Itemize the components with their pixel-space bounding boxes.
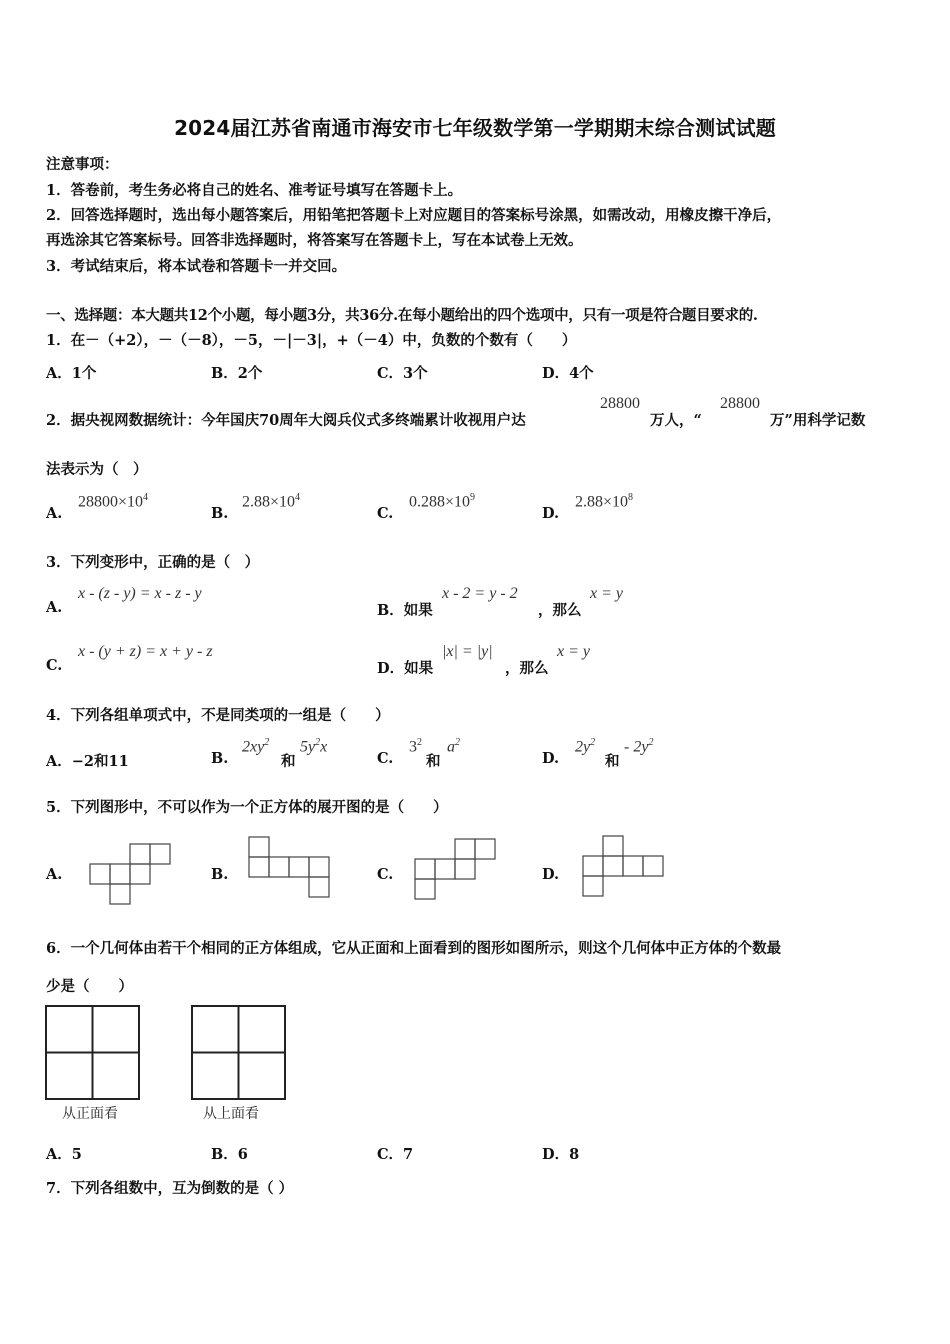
- notice-item: 3．考试结束后，将本试卷和答题卡一并交回。: [46, 258, 347, 275]
- q4-stem: 4．下列各组单项式中，不是同类项的一组是（ ）: [46, 707, 390, 724]
- q4-option-b-term1: [242, 737, 269, 756]
- q3-option-b-math2: x = y: [590, 585, 623, 602]
- q4-option-b-term1-base: 2xy: [242, 738, 265, 756]
- q3-option-a-label: A.: [46, 599, 63, 616]
- q4-option-d-term1-base: 2y: [575, 738, 591, 756]
- notice-heading: 注意事项：: [46, 156, 119, 173]
- q2-option-b-exp: 4: [295, 492, 301, 503]
- q2-stem-part2: 万人，“: [650, 412, 702, 429]
- q2-number: 28800: [600, 395, 640, 412]
- q4-option-d-term2-base: - 2y: [624, 738, 649, 756]
- notice-item: 2．回答选择题时，选出每小题答案后，用铅笔把答题卡上对应题目的答案标号涂黑，如需改动，用橡皮擦干净后，: [46, 207, 782, 224]
- q4-option-b-term2: [300, 737, 327, 756]
- q2-option-c-base: 0.288×10: [409, 493, 471, 511]
- q2-number-quoted: 28800: [720, 395, 760, 412]
- q3-stem: 3．下列变形中，正确的是（ ）: [46, 554, 260, 571]
- q4-option-c-term1-exp: 2: [417, 737, 422, 748]
- notice-item: 1．答卷前，考生务必将自己的姓名、准考证号填写在答题卡上。: [46, 182, 463, 199]
- q5-option-a-net: [88, 843, 172, 905]
- q6-front-view: [44, 1004, 142, 1102]
- q5-option-c-label: C.: [377, 866, 394, 883]
- q4-option-c-term2-exp: 2: [455, 737, 460, 748]
- q2-option-c-exp: 9: [470, 492, 476, 503]
- q3-option-b-then: ，那么: [538, 602, 582, 619]
- q6-front-caption: 从正面看: [62, 1106, 118, 1122]
- q2-option-c-label: C.: [377, 505, 394, 522]
- q5-option-c-net: [413, 838, 497, 900]
- q4-option-c-and: 和: [426, 753, 441, 770]
- q2-option-d-label: D.: [542, 505, 560, 522]
- q4-option-d-and: 和: [605, 753, 620, 770]
- q2-option-c: [409, 492, 475, 511]
- q4-option-c-term1-base: 3: [409, 738, 417, 756]
- q3-option-c-label: C.: [46, 657, 63, 674]
- q4-option-c-label: C.: [377, 750, 394, 767]
- q2-option-b-label: B.: [211, 505, 229, 522]
- q2-option-a-base: 28800×10: [78, 493, 144, 511]
- notice-item: 再选涂其它答案标号。回答非选择题时，将答案写在答题卡上，写在本试卷上无效。: [46, 232, 583, 249]
- q4-option-b-term2-exp: 2: [315, 737, 321, 748]
- q2-option-a-label: A.: [46, 505, 63, 522]
- q6-top-view: [190, 1004, 288, 1102]
- q2-option-b-base: 2.88×10: [242, 493, 296, 511]
- q4-option-d-term2: [624, 737, 653, 756]
- q1-option-d: D．4个: [542, 365, 594, 382]
- q6-top-caption: 从上面看: [203, 1106, 259, 1122]
- q5-option-b-net: [247, 836, 331, 900]
- q2-option-d-exp: 8: [628, 492, 634, 503]
- section-heading: 一、选择题：本大题共12个小题，每小题3分，共36分.在每小题给出的四个选项中，只有一项是符合题目要求的.: [46, 307, 758, 324]
- q2-stem-part3: 万”用科学记数: [770, 412, 866, 429]
- q4-option-b-and: 和: [281, 753, 296, 770]
- q4-option-d-term1: [575, 737, 595, 756]
- q2-option-d-base: 2.88×10: [575, 493, 629, 511]
- q5-option-b-label: B.: [211, 866, 229, 883]
- q3-option-b-math1: x - 2 = y - 2: [442, 585, 518, 602]
- q3-option-c-math: x - (y + z) = x + y - z: [78, 643, 213, 660]
- q3-option-d-math2: x = y: [557, 643, 590, 660]
- q6-option-a: A．5: [46, 1146, 82, 1163]
- q4-option-c-term1: [409, 737, 422, 756]
- q4-option-c-term2: [447, 737, 460, 756]
- q4-option-d-term1-exp: 2: [590, 737, 596, 748]
- q4-option-d-term2-exp: 2: [648, 737, 654, 748]
- page-title: 2024届江苏省南通市海安市七年级数学第一学期期末综合测试试题: [174, 116, 776, 140]
- q6-stem-part2: 少是（ ）: [46, 978, 133, 995]
- q4-option-d-label: D.: [542, 750, 560, 767]
- q3-option-d-then: ，那么: [505, 660, 549, 677]
- q4-option-b-label: B.: [211, 750, 229, 767]
- q5-option-a-label: A.: [46, 866, 63, 883]
- q6-option-d: D．8: [542, 1146, 580, 1163]
- q3-option-b-label: B．如果: [377, 602, 433, 619]
- q4-option-a: A．−2和11: [46, 753, 129, 770]
- q6-option-c: C．7: [377, 1146, 414, 1163]
- q2-option-b: [242, 492, 300, 511]
- q4-option-c-term2-base: a: [447, 738, 455, 756]
- q7-stem: 7．下列各组数中，互为倒数的是（ ）: [46, 1180, 294, 1197]
- q3-option-d-math1: |x| = |y|: [442, 643, 493, 660]
- q1-stem: 1．在－（+2），－（－8），－5，－|－3|，+（－4）中，负数的个数有（ ）: [46, 332, 577, 349]
- q2-option-a: [78, 492, 148, 511]
- q2-option-d: [575, 492, 633, 511]
- q6-stem-part1: 6．一个几何体由若干个相同的正方体组成，它从正面和上面看到的图形如图所示，则这个几何体中正方体的个数最: [46, 940, 782, 957]
- q2-option-a-exp: 4: [143, 492, 149, 503]
- q1-option-c: C．3个: [377, 365, 428, 382]
- q2-stem-part4: 法表示为（ ）: [46, 461, 148, 478]
- q5-option-d-net: [581, 835, 665, 897]
- q1-option-b: B．2个: [211, 365, 263, 382]
- q4-option-b-term1-exp: 2: [264, 737, 270, 748]
- q1-option-a: A．1个: [46, 365, 97, 382]
- q6-option-b: B．6: [211, 1146, 248, 1163]
- q5-stem: 5．下列图形中，不可以作为一个正方体的展开图的是（ ）: [46, 799, 448, 816]
- q3-option-d-label: D．如果: [377, 660, 434, 677]
- q3-option-a-math: x - (z - y) = x - z - y: [78, 585, 202, 602]
- q2-stem-part1: 2．据央视网数据统计：今年国庆70周年大阅兵仪式多终端累计收视用户达: [46, 412, 526, 429]
- q5-option-d-label: D.: [542, 866, 560, 883]
- q4-option-b-term2-base: 5y: [300, 738, 316, 756]
- q4-option-b-term2-x: x: [320, 738, 328, 756]
